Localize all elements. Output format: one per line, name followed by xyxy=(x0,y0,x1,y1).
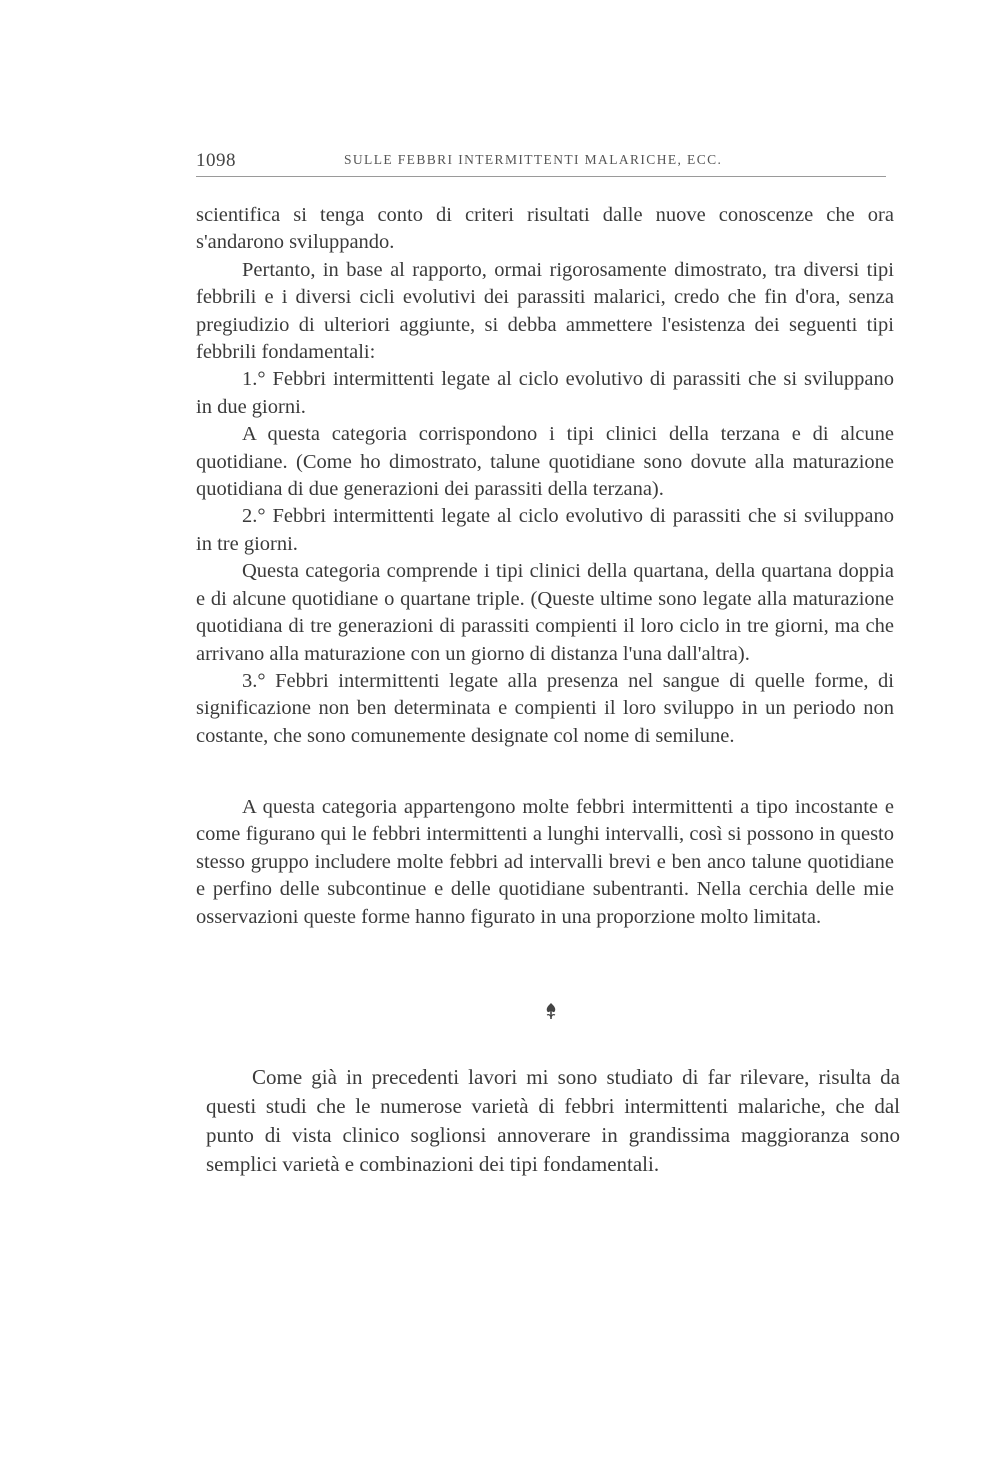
running-title: SULLE FEBBRI INTERMITTENTI MALARICHE, ECC. xyxy=(344,152,723,167)
page-number: 1098 xyxy=(196,150,236,171)
body-text-section-1 xyxy=(196,202,894,750)
paragraph: Pertanto, in base al rapporto, ormai rigorosamente dimostrato, tra diversi tipi febbrili e i diversi cicli evolutivi dei parassiti malarici, credo che fin d'ora, senza pregiudizio di ulteriori aggiunte, si debba ammettere l'esistenza dei seguenti tipi febbrili fondamentali: xyxy=(196,258,894,364)
list-item-1: 1.° Febbri intermittenti legate al ciclo evolutivo di parassiti che si sviluppano in due giorni. xyxy=(196,368,894,418)
list-item-3: 3.° Febbri intermittenti legate alla presenza nel sangue di quelle forme, di significazione non ben determinata e compienti il loro sviluppo in un periodo non costante, che sono comunemente designate col nome di semilune. xyxy=(196,669,894,747)
paragraph: Questa categoria comprende i tipi clinici della quartana, della quartana doppia e di alcune quotidiane o quartane triple. (Queste ultime sono legate alla maturazione quotidiana di tre generazioni di parassiti compienti il loro ciclo in tre giorni, ma che arrivano alla maturazione con un giorno di distanza l'una dall'altra). xyxy=(196,560,894,665)
list-item-2: 2.° Febbri intermittenti legate al ciclo evolutivo di parassiti che si sviluppano in tre giorni. xyxy=(196,505,894,555)
paragraph: scientifica si tenga conto di criteri risultati dalle nuove conoscenze che ora s'andarono sviluppando. xyxy=(196,204,894,254)
paragraph: Come già in precedenti lavori mi sono studiato di far rilevare, risulta da questi studi che le numerose varietà di febbri intermittenti malariche, che dal punto di vista clinico soglionsi annoverare in grandissima maggioranza sono semplici varietà e combinazioni dei tipi fondamentali. xyxy=(206,1065,900,1176)
body-text-section-3 xyxy=(206,1063,900,1179)
page-header xyxy=(196,150,886,177)
fleuron-icon xyxy=(543,1002,559,1022)
paragraph: A questa categoria appartengono molte febbri intermittenti a tipo incostante e come figurano qui le febbri intermittenti a lunghi intervalli, così si possono in questo stesso gruppo includere molte febbri ad intervalli brevi e ben anco talune quotidiane e perfino delle subcontinue e delle quotidiane subentranti. Nella cerchia delle mie osservazioni queste forme hanno figurato in una proporzione molto limitata. xyxy=(196,796,894,928)
body-text-section-2 xyxy=(196,794,894,931)
paragraph: A questa categoria corrispondono i tipi clinici della terzana e di alcune quotidiane. (Come ho dimostrato, talune quotidiane sono dovute alla maturazione quotidiana di due generazioni dei parassiti della terzana). xyxy=(196,423,894,501)
